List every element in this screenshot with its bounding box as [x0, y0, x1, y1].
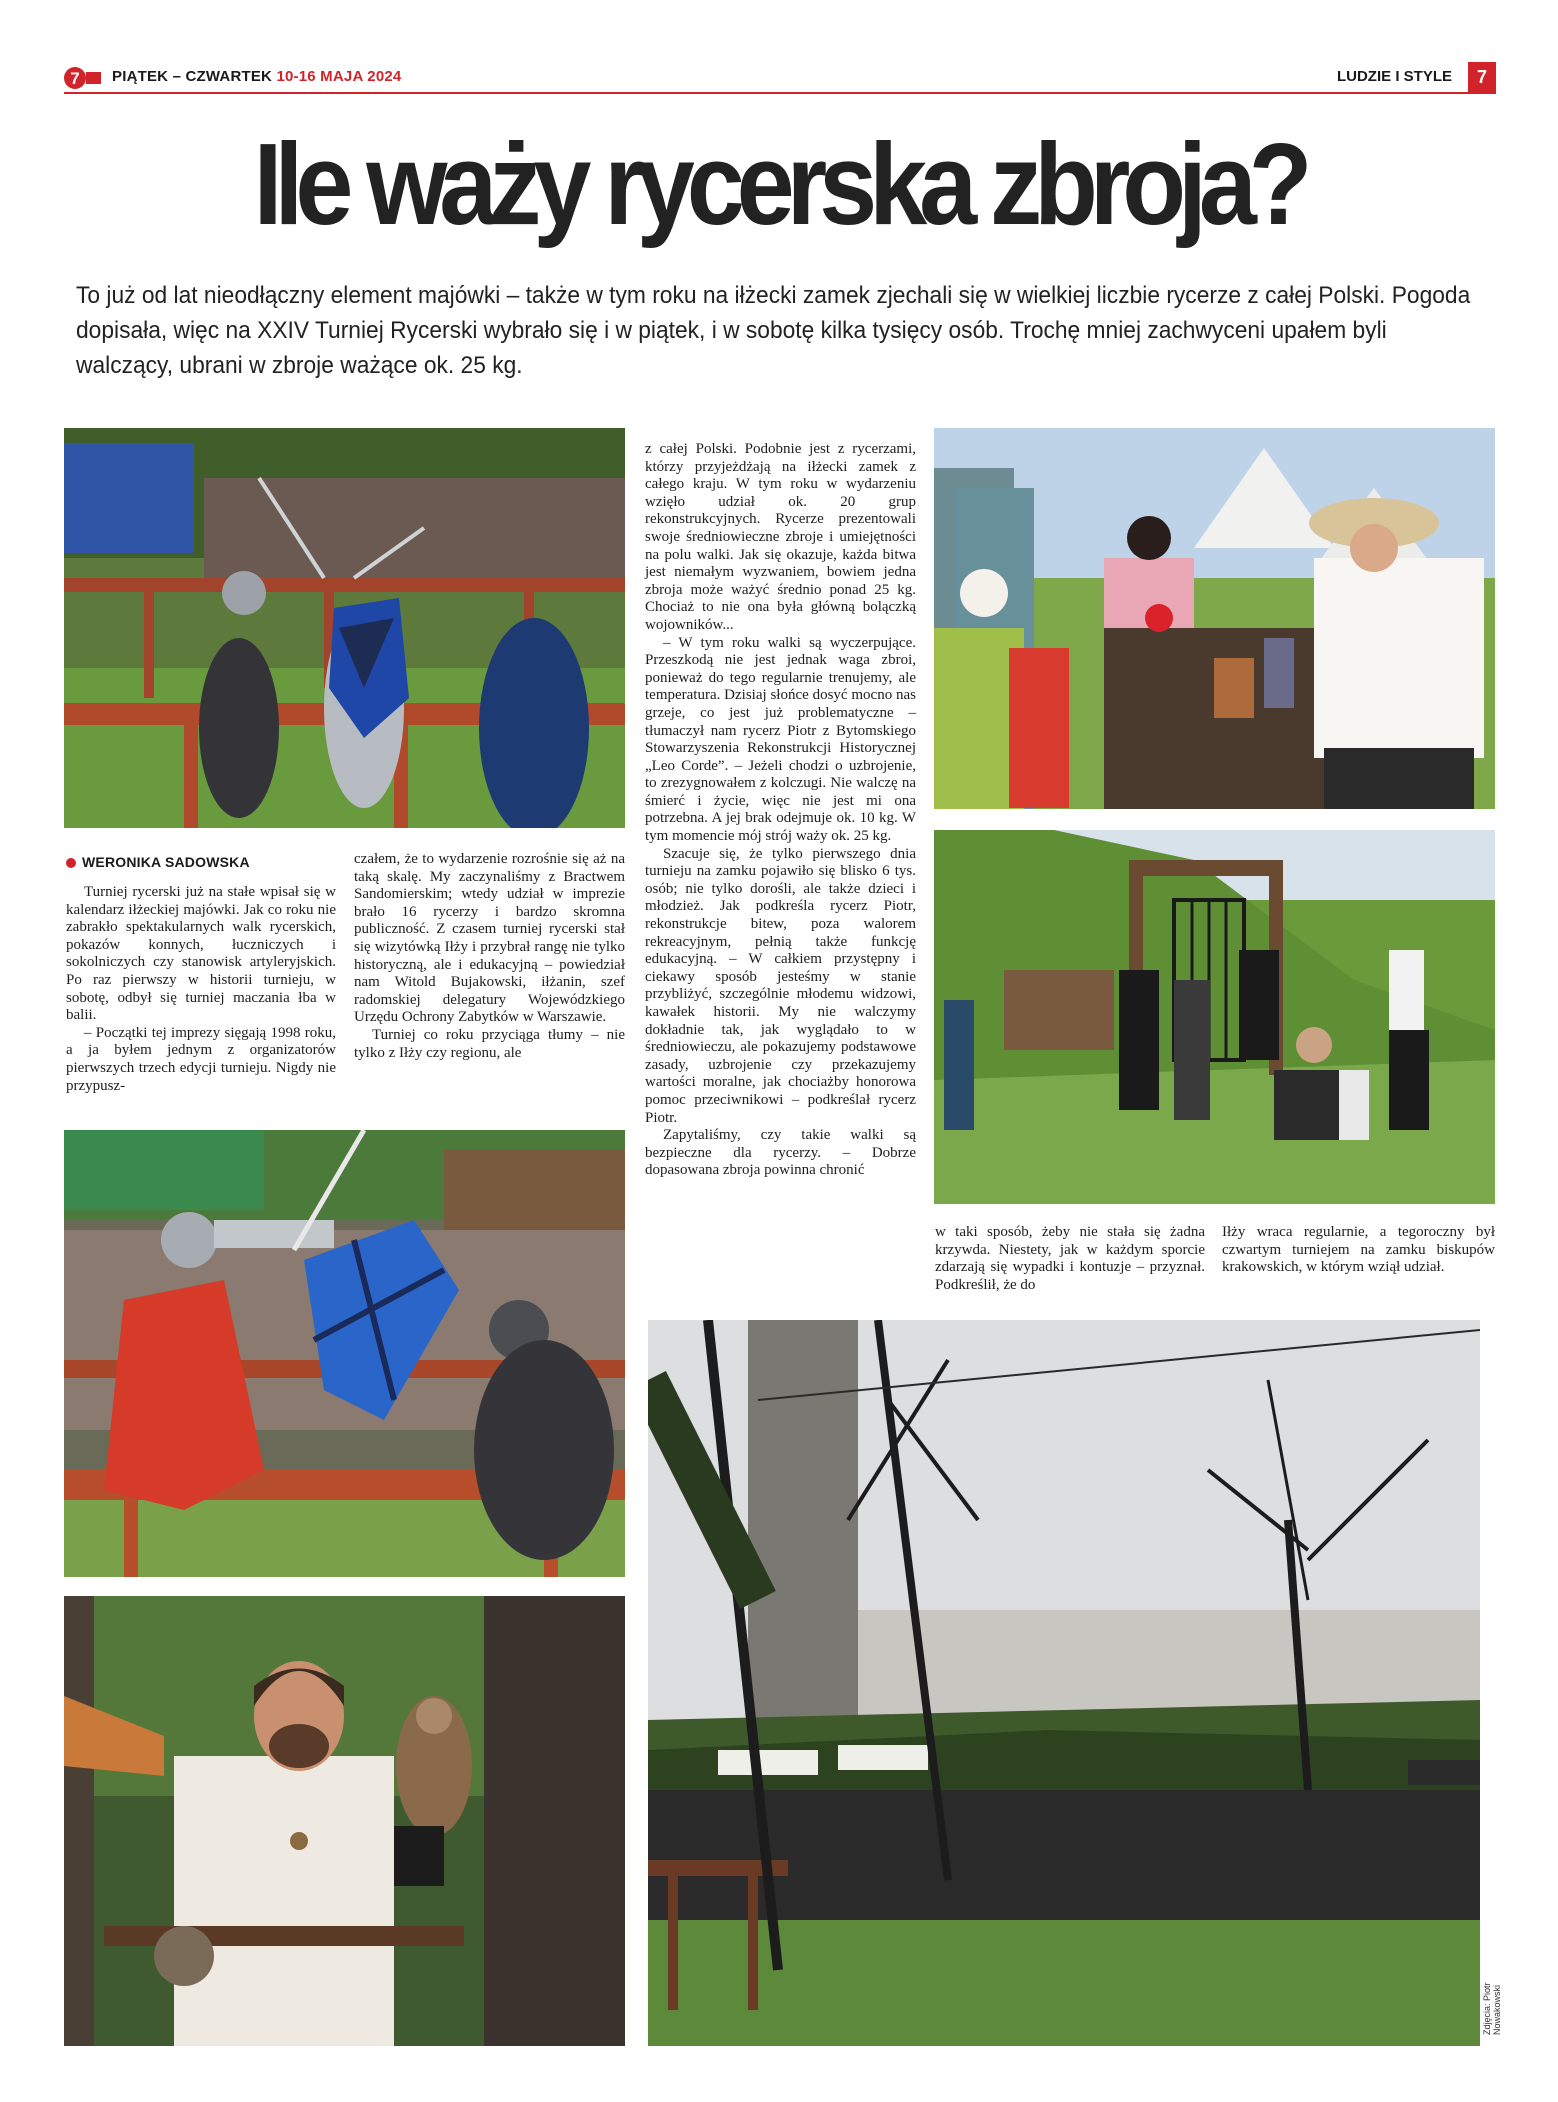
paragraph: Turniej rycerski już na stałe wpisał się w kalendarz iłżeckiej majówki. Jak co roku nie zabrakło spektakularnych walk rycerskich, pokazów konnych, łuczniczych i sokolniczych czy stanowisk artyleryjskich. Po raz pierwszy w historii turnieju, w sobotę, odbył się turniej maczania łba w balii. [66, 884, 336, 1024]
photo-duel-blue-shield [64, 1130, 625, 1577]
paragraph: – Początki tej imprezy sięgają 1998 roku, a ja byłem jednym z organizatorów pierwszych trzech edycji turnieju. Nigdy nie przypusz- [66, 1024, 336, 1094]
newspaper-logo [64, 64, 102, 92]
paragraph: – W tym roku walki są wyczerpujące. Przeszkodą nie jest jednak waga zbroi, ponieważ do tego regularnie trenujemy, ale temperatura. Dzisiaj słońce dosyć mocno nas grzeje, co jest już problematyczne – tłumaczył nam rycerz Piotr z Bytomskiego Stowarzyszenia Rekonstrukcji Historycznej „Leo Corde”. – Jeżeli chodzi o uzbrojenie, to zrezygnowałem z kolczugi. Nie walczę na śmierć i życie, więc nie jest mi ona potrzebna. A jej brak odejmuje ok. 10 kg. W tym momencie mój strój waży ok. 25 kg. [645, 634, 916, 845]
photo-crowd-at-castle [648, 1320, 1480, 2046]
article-headline: Ile waży rycerska zbroja? [253, 119, 1305, 249]
photo-falconer [64, 1596, 625, 2046]
text-column-1 [66, 884, 336, 1095]
text-column-4 [935, 1224, 1205, 1294]
article-lead: To już od lat nieodłączny element majówki – także w tym roku na iłżecki zamek zjechali się w wielkiej liczbie rycerze z całej Polski. Pogoda dopisała, więc na XXIV Turniej Rycerski wybrało się i w piątek, i w sobotę kilka tysięcy osób. Trochę mniej zachwyceni upałem byli walczący, ubrani w zbroje ważące ok. 25 kg. [76, 282, 1471, 379]
paragraph: Iłży wraca regularnie, a tegoroczny był czwartym turniejem na zamku biskupów krakowskich, w którym wziął udział. [1222, 1224, 1495, 1276]
article-author [66, 854, 250, 870]
section-name: LUDZIE I STYLE [1336, 68, 1452, 85]
paragraph: Turniej co roku przyciąga tłumy – nie tylko z Iłży czy regionu, ale [354, 1026, 625, 1061]
text-column-2 [354, 851, 625, 1062]
paragraph: czałem, że to wydarzenie rozrośnie się aż na taką skalę. My zaczynaliśmy z Bractwem Sandomierskim; wtedy udział w imprezie brało 16 rycerzy i bardzo skromna publiczność. Z czasem turniej rycerski stał się wizytówką Iłży i przybrał rangę nie tylko historyczną, ale i edukacyjną – powiedział nam Witold Bujakowski, iłżanin, szef radomskiej delegatury Wojewódzkiego Urzędu Ochrony Zabytków w Warszawie. [354, 851, 625, 1026]
issue-date [112, 68, 401, 85]
paragraph: Zapytaliśmy, czy takie walki są bezpieczne dla rycerzy. – Dobrze dopasowana zbroja powinna chronić [645, 1127, 916, 1179]
photo-stocks-and-cage [934, 830, 1495, 1204]
author-name: WERONIKA SADOWSKA [82, 854, 250, 870]
date-range: 10-16 MAJA 2024 [276, 68, 402, 85]
paragraph: w taki sposób, żeby nie stała się żadna krzywda. Niestety, jak w każdym sporcie zdarzają się wypadki i kontuzje – przyznał. Podkreślił, że do [935, 1224, 1205, 1293]
header-divider [64, 92, 1496, 94]
svg-text:7: 7 [70, 69, 80, 88]
text-column-5 [1222, 1224, 1495, 1277]
author-bullet-icon [66, 858, 76, 868]
photo-knights-fighting [64, 428, 625, 828]
page-number: 7 [1468, 62, 1496, 92]
photo-alchemy-stand [934, 428, 1495, 809]
photo-credit: Zdjęcia: Piotr Nowakowski [1482, 1982, 1502, 2035]
paragraph: Szacuje się, że tylko pierwszego dnia turnieju na zamku pojawiło się blisko 6 tys. osób; nie tylko dorośli, ale także dzieci i młodzież. Jak podkreśla rycerz Piotr, rekonstrukcje bitew, poza walorem rekreacyjnym, pełnią także funkcję edukacyjną. – W całkiem przystępny i ciekawy sposób jesteśmy w stanie przybliżyć, szczególnie młodemu widzowi, kawałek historii. My nie walczymy dokładnie tak, jak wyglądało to w średniowieczu, ale pokazujemy podstawowe zasady, uzbrojenie czy przekazujemy wartości moralne, jak chociażby honorowa pomoc przeciwnikowi – podkreślał rycerz Piotr. [645, 845, 916, 1126]
date-prefix: PIĄTEK – CZWARTEK [112, 68, 273, 85]
paragraph: z całej Polski. Podobnie jest z rycerzami, którzy przyjeżdżają na iłżecki zamek z całego kraju. W tym roku w wydarzeniu wzięło udział ok. 20 grup rekonstrukcyjnych. Rycerze prezentowali swoje średniowieczne zbroje i umiejętności na polu walki. Jak się okazuje, każda bitwa jest niemałym wyzwaniem, bowiem jedna zbroja może ważyć średnio ponad 25 kg. Chociaż to nie ona była główną bolączką wojowników... [645, 441, 916, 633]
text-column-3 [645, 441, 916, 1180]
